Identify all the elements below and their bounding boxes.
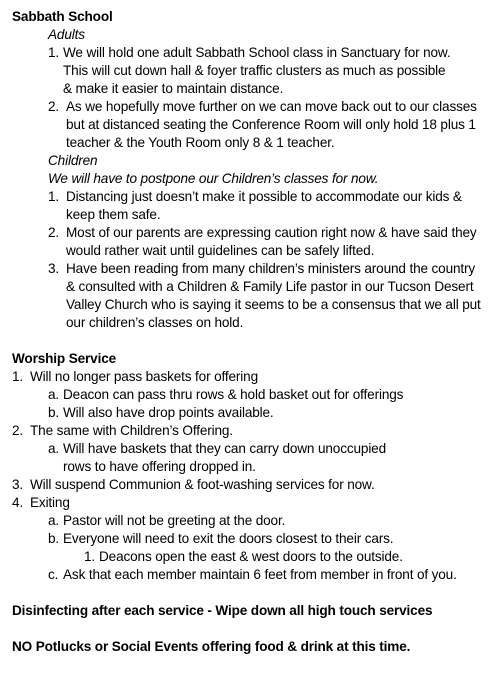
worship-item-1b-letter: b. <box>48 405 60 420</box>
children-item-1-line-1: Distancing just doesn’t make it possible to accommodate our kids & <box>66 189 462 204</box>
children-item-3-line-3: Valley Church who is saying it seems to be a consensus that we all put <box>66 297 481 312</box>
worship-item-1-text: Will no longer pass baskets for offering <box>30 369 258 384</box>
worship-item-1a-text: Deacon can pass thru rows & hold basket out for offerings <box>63 387 404 402</box>
worship-item-3-text: Will suspend Communion & foot-washing services for now. <box>30 477 375 492</box>
adults-item-2-line-1: As we hopefully move further on we can move back out to our classes <box>66 99 477 114</box>
children-subheading: Children <box>48 153 98 168</box>
children-intro: We will have to postpone our Children’s classes for now. <box>48 171 379 186</box>
adults-item-2-number: 2. <box>48 99 60 114</box>
worship-item-4a-text: Pastor will not be greeting at the door. <box>63 513 286 528</box>
adults-item-2-line-2: but at distanced seating the Conference Room will only hold 18 plus 1 <box>66 117 476 132</box>
worship-item-1b-text: Will also have drop points available. <box>63 405 274 420</box>
worship-item-3-number: 3. <box>12 477 24 492</box>
worship-item-2-text: The same with Children’s Offering. <box>30 423 233 438</box>
worship-item-1a-letter: a. <box>48 387 60 402</box>
worship-item-4b-1-number: 1. <box>84 549 96 564</box>
children-item-3-line-4: our children’s classes on hold. <box>66 315 244 330</box>
children-item-2-line-1: Most of our parents are expressing caution right now & have said they <box>66 225 477 240</box>
worship-item-4b-letter: b. <box>48 531 60 546</box>
worship-item-4-number: 4. <box>12 495 24 510</box>
worship-item-2a-line-2: rows to have offering dropped in. <box>63 459 256 474</box>
worship-item-4c-letter: c. <box>48 567 59 582</box>
worship-item-4b-1-text: Deacons open the east & west doors to the outside. <box>99 549 403 564</box>
adults-item-1-line-1: We will hold one adult Sabbath School class in Sanctuary for now. <box>63 45 451 60</box>
adults-item-2-line-3: teacher & the Youth Room only 8 & 1 teacher. <box>66 135 335 150</box>
children-item-3-line-1: Have been reading from many children’s ministers around the country <box>66 261 476 276</box>
disinfecting-note: Disinfecting after each service - Wipe down all high touch services <box>12 603 433 618</box>
worship-item-4a-letter: a. <box>48 513 60 528</box>
worship-item-4c-text: Ask that each member maintain 6 feet from member in front of you. <box>63 567 457 582</box>
adults-item-1-number: 1. <box>48 45 60 60</box>
worship-item-1-number: 1. <box>12 369 24 384</box>
no-potlucks-note: NO Potlucks or Social Events offering food & drink at this time. <box>12 639 411 654</box>
children-item-3-number: 3. <box>48 261 60 276</box>
children-item-2-number: 2. <box>48 225 60 240</box>
children-item-3-line-2: & consulted with a Children & Family Life pastor in our Tucson Desert <box>66 279 474 294</box>
adults-item-1-line-2: This will cut down hall & foyer traffic clusters as much as possible <box>63 63 446 78</box>
sabbath-school-heading: Sabbath School <box>12 9 113 24</box>
worship-item-4b-text: Everyone will need to exit the doors closest to their cars. <box>63 531 394 546</box>
worship-item-2a-letter: a. <box>48 441 60 456</box>
worship-service-heading: Worship Service <box>12 351 117 366</box>
worship-item-2a-line-1: Will have baskets that they can carry down unoccupied <box>63 441 387 456</box>
children-item-2-line-2: would rather wait until guidelines can be safely lifted. <box>66 243 375 258</box>
children-item-1-number: 1. <box>48 189 60 204</box>
adults-subheading: Adults <box>48 27 85 42</box>
children-item-1-line-2: keep them safe. <box>66 207 161 222</box>
adults-item-1-line-3: & make it easier to maintain distance. <box>63 81 284 96</box>
worship-item-4-text: Exiting <box>30 495 70 510</box>
worship-item-2-number: 2. <box>12 423 24 438</box>
